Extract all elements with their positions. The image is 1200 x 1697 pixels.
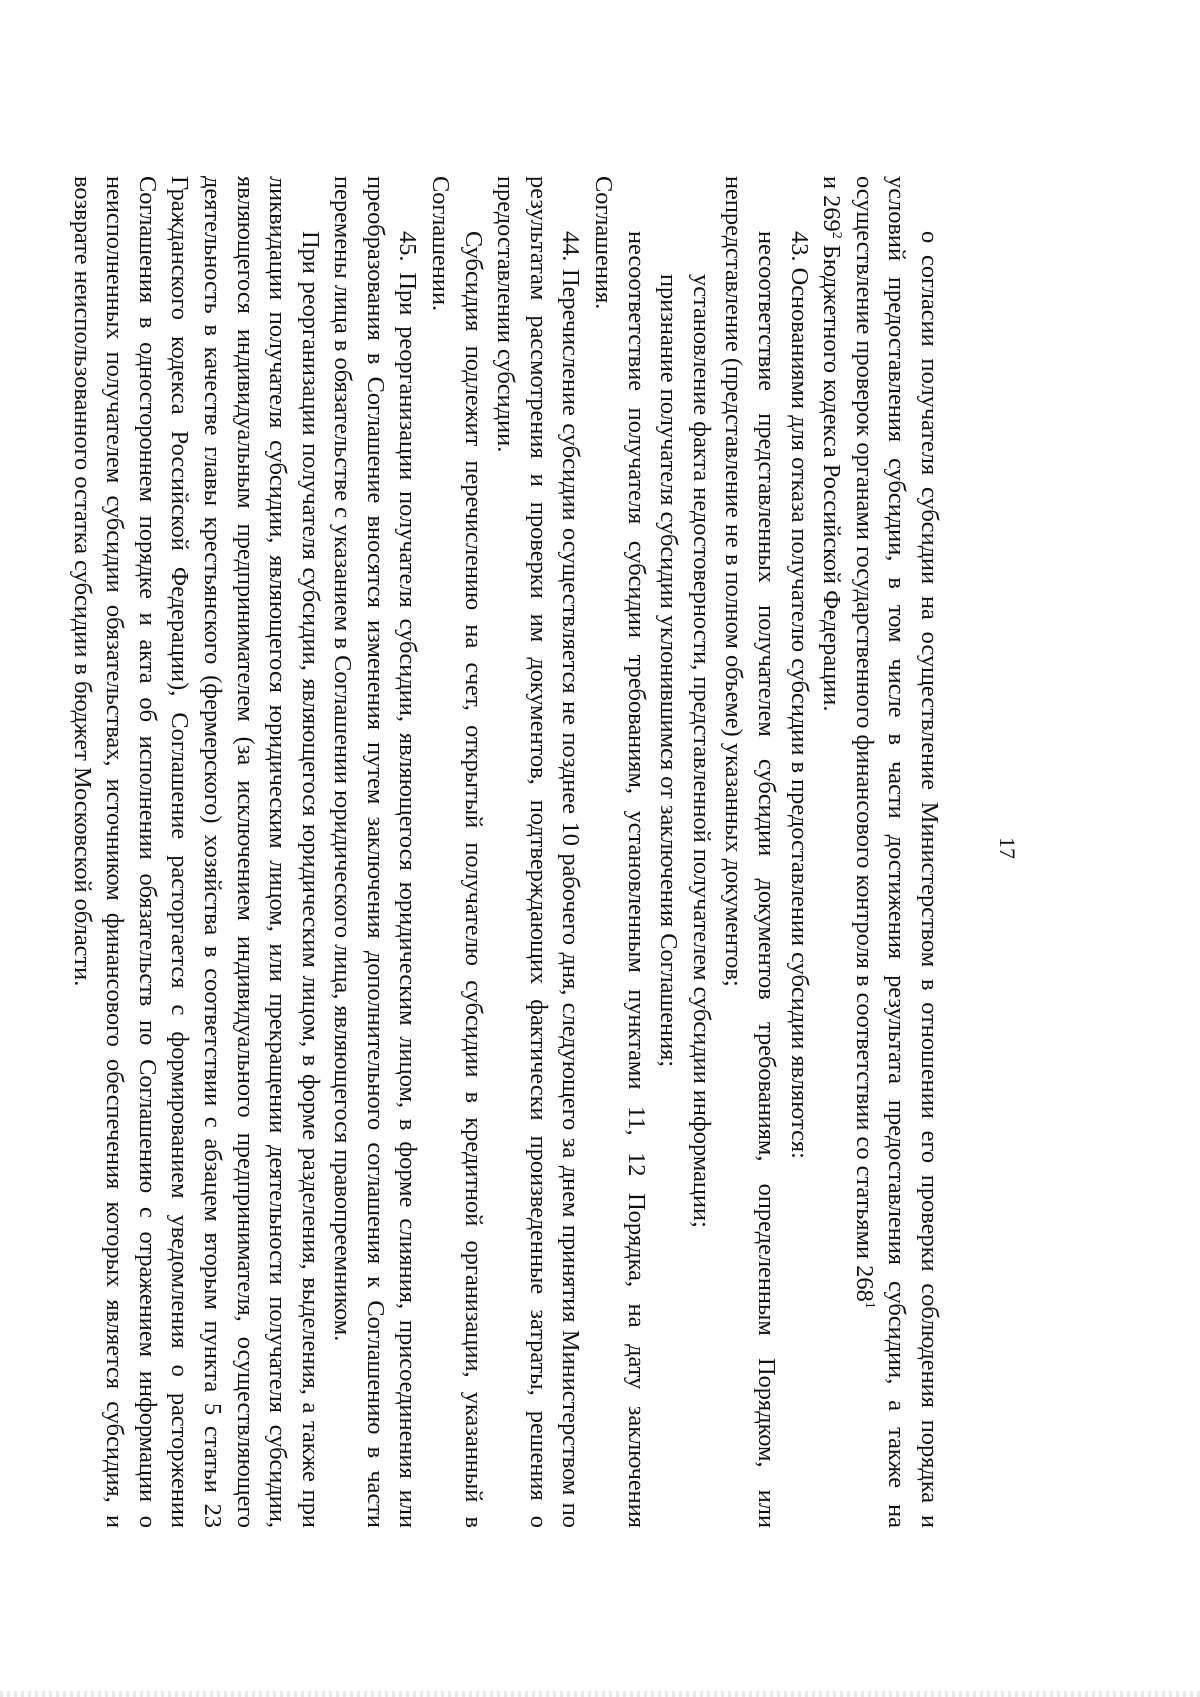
paragraph: несоответствие получателя субсидии требованиям, установленным пунктами 11, 12 Порядка, на дату заключения Соглашения. bbox=[590, 176, 650, 1528]
paragraph: признание получателя субсидии уклонившимся от заключения Соглашения; bbox=[655, 274, 683, 1068]
document-page bbox=[68, 98, 1040, 1598]
paragraph: 44. Перечисление субсидии осуществляется не позднее 10 рабочего дня, следующего за днем принятия Министерством по результатам рассмотрения и проверки им документов, подтверждающих фактически произведенные затраты, решения о предоставлении субсидии. bbox=[492, 176, 585, 1528]
document-body bbox=[65, 176, 945, 1528]
paragraph: и $269^2$ Бюджетного кодекса Российской Федерации. bbox=[818, 176, 846, 712]
paragraph: несоответствие представленных получателем субсидии документов требованиям, определенным Порядком, или непредставление (представление не в полном объеме) указанных документов; bbox=[720, 176, 781, 1528]
paragraph: Субсидия подлежит перечислению на счет, открытый получателю субсидии в кредитной организации, указанный в Соглашении. bbox=[427, 176, 487, 1528]
paragraph: о согласии получателя субсидии на осуществление Министерством в отношении его проверки соблюдения порядка и условий предоставления субсидии, в том числе в части достижения результата предоставления субсидии, а также на осуществление проверок органами государственного финансового контроля в соответствии со статьями $268^1$ bbox=[850, 176, 943, 1528]
paragraph: При реорганизации получателя субсидии, являющегося юридическим лицом, в форме разделения, выделения, а также при ликвидации получателя субсидии, являющегося юридическим лицом, или прекращении деятельности получателя субсидии, являющегося индивидуальным предпринимателем (за исключением индивидуального предпринимателя, осуществляющего деятельность в качестве главы крестьянского (фермерского) хозяйства в соответствии с абзацем вторым пункта 5 статьи 23 Гражданского кодекса Российской Федерации), Соглашение расторгается с формированием уведомления о расторжении Соглашения в одностороннем порядке и акта об исполнении обязательств по Соглашению с отражением информации о неисполненных получателем субсидии обязательствах, источником финансового обеспечения которых является субсидия, и возврате неиспользованного остатка субсидии в бюджет Московской области. bbox=[68, 176, 324, 1528]
paragraph: установление факта недостоверности, представленной получателем субсидии информации; bbox=[687, 274, 715, 1228]
paragraph: 43. Основаниями для отказа получателю субсидии в предоставлении субсидии являются: bbox=[785, 231, 813, 1159]
paragraph: 45. При реорганизации получателя субсидии, являющегося юридическим лицом, в форме слияния, присоединения или преобразования в Соглашение вносятся изменения путем заключения дополнительного соглашения к Соглашению в части перемены лица в обязательстве с указанием в Соглашении юридического лица, являющегося правопреемником. bbox=[329, 176, 422, 1528]
page-number: 17 bbox=[995, 837, 1020, 859]
scan-edge bbox=[0, 1691, 1200, 1697]
